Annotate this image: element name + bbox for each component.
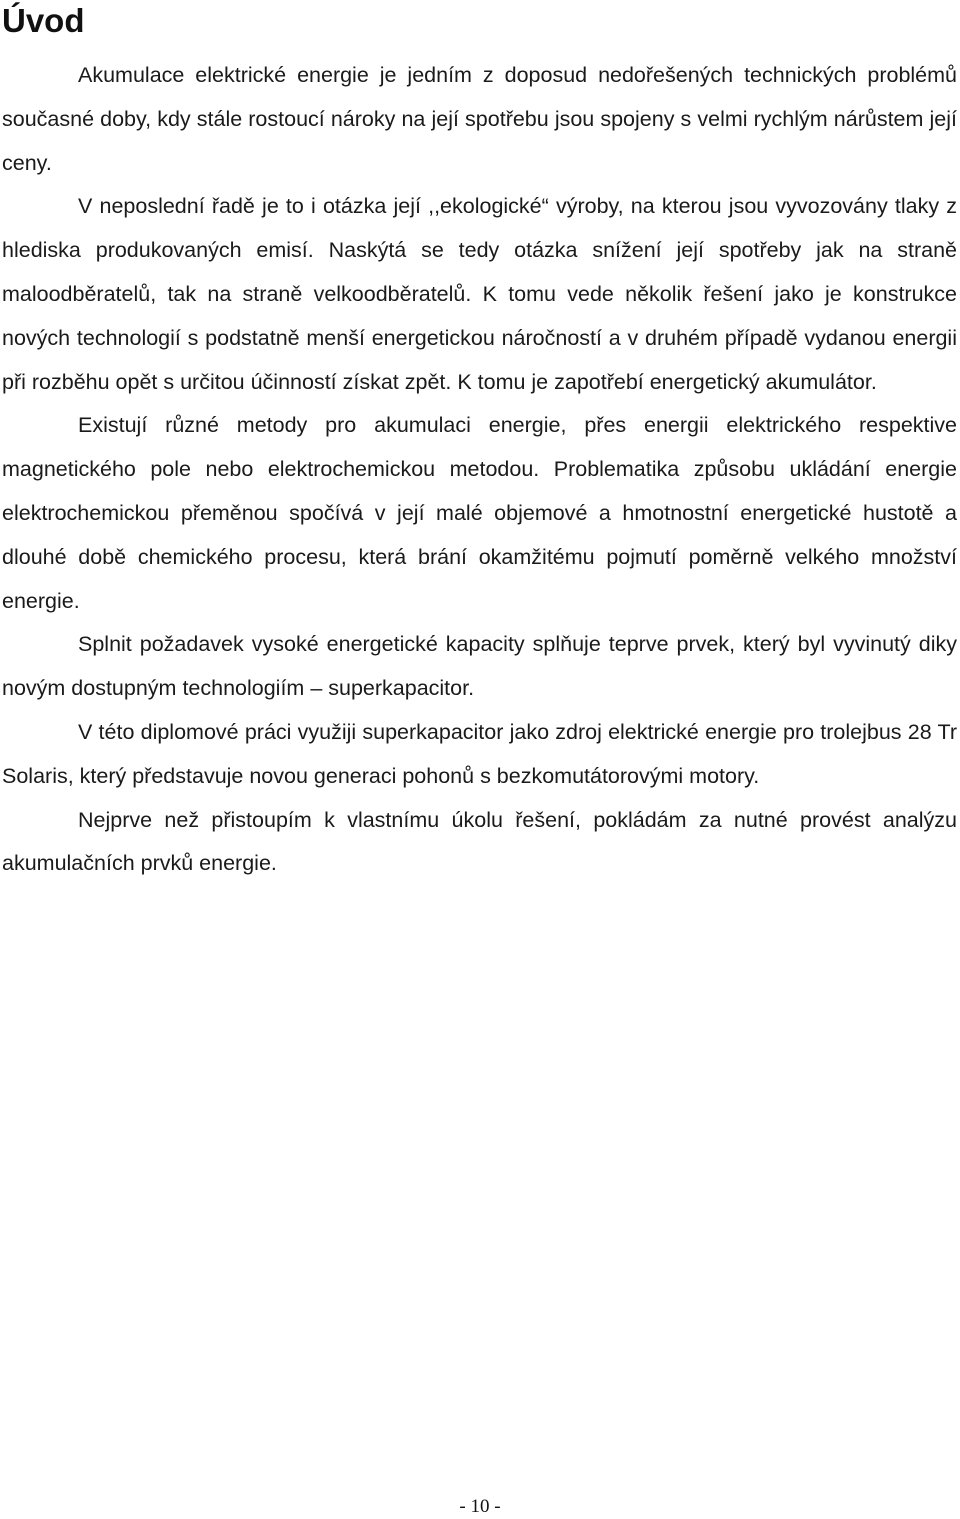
paragraph-5: V této diplomové práci využiji superkapacitor jako zdroj elektrické energie pro trolejbus 28 Tr Solaris, který představuje novou generaci pohonů s bezkomutátorovými motory.	[2, 719, 957, 788]
body-text	[2, 54, 957, 886]
paragraph-1: Akumulace elektrické energie je jedním z doposud nedořešených technických problémů současné doby, kdy stále rostoucí nároky na její spotřebu jsou spojeny s velmi rychlým nárůstem její ceny.	[2, 63, 957, 175]
paragraph-3: Existují různé metody pro akumulaci energie, přes energii elektrického respektive magnetického pole nebo elektrochemickou metodou. Problematika způsobu ukládání energie elektrochemickou přeměnou spočívá v její malé objemové a hmotnostní energetické hustotě a dlouhé době chemického procesu, která brání okamžitému pojmutí poměrně velkého množství energie.	[2, 413, 957, 613]
paragraph-4: Splnit požadavek vysoké energetické kapacity splňuje teprve prvek, který byl vyvinutý diky novým dostupným technologiím – superkapacitor.	[2, 632, 957, 701]
section-heading: Úvod	[2, 2, 85, 39]
page-number: - 10 -	[459, 1496, 501, 1517]
paragraph-2: V neposlední řadě je to i otázka její ,,ekologické“ výroby, na kterou jsou vyvozovány tlaky z hlediska produkovaných emisí. Naskýtá se tedy otázka snížení její spotřeby jak na straně maloodběratelů, tak na straně velkoodběratelů. K tomu vede několik řešení jako je konstrukce nových technologií s podstatně menší energetickou náročností a v druhém případě vydanou energii při rozběhu opět s určitou účinností získat zpět. K tomu je zapotřebí energetický akumulátor.	[2, 194, 957, 394]
paragraph-6: Nejprve než přistoupím k vlastnímu úkolu řešení, pokládám za nutné provést analýzu akumulačních prvků energie.	[2, 807, 957, 876]
